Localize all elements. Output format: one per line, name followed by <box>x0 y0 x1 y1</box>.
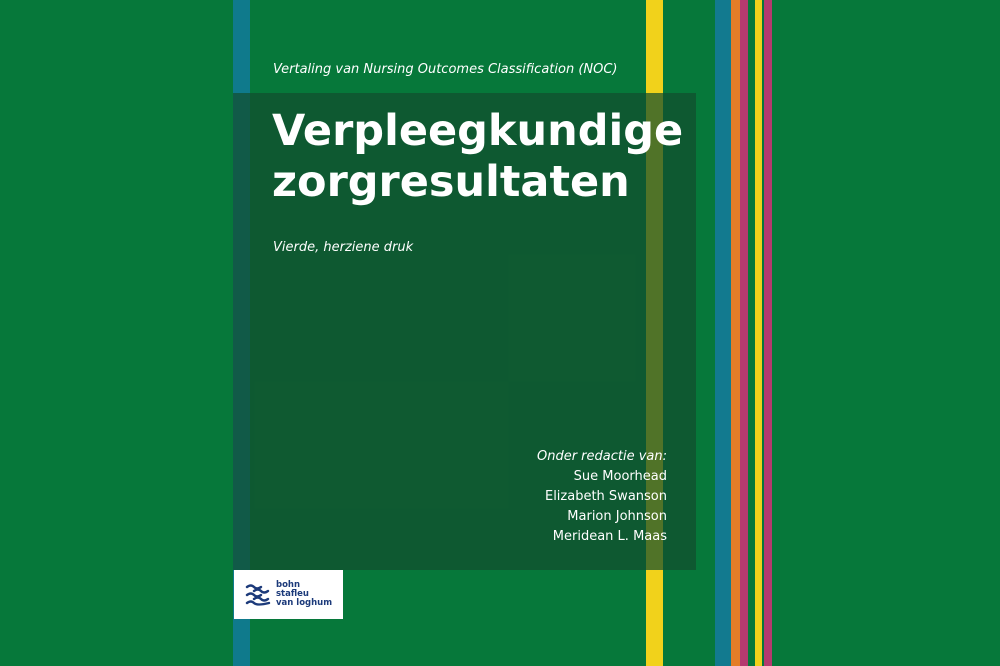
publisher-line-1: bohn <box>276 580 301 590</box>
title-line-1: Verpleegkundige <box>272 106 684 156</box>
editor-name: Marion Johnson <box>567 509 667 524</box>
orange-stripe <box>731 0 740 666</box>
publisher-line-3: van loghum <box>276 598 333 608</box>
publisher-name <box>276 581 332 608</box>
editors-block <box>537 447 667 547</box>
magenta-stripe-2 <box>764 0 772 666</box>
magenta-stripe-1 <box>740 0 748 666</box>
editor-name: Sue Moorhead <box>573 469 667 484</box>
editor-name: Meridean L. Maas <box>552 529 667 544</box>
series-subtitle: Vertaling van Nursing Outcomes Classification (NOC) <box>273 62 618 77</box>
publisher-line-2: stafleu <box>276 589 309 599</box>
book-title <box>272 106 692 208</box>
publisher-logo <box>234 570 343 619</box>
title-line-2: zorgresultaten <box>272 157 630 207</box>
edition-label: Vierde, herziene druk <box>273 240 414 255</box>
editors-intro: Onder redactie van: <box>536 449 667 464</box>
editor-name: Elizabeth Swanson <box>544 489 667 504</box>
yellow-stripe-thin <box>755 0 762 666</box>
bsl-waves-logo-icon <box>245 583 271 607</box>
teal-stripe-right <box>715 0 731 666</box>
